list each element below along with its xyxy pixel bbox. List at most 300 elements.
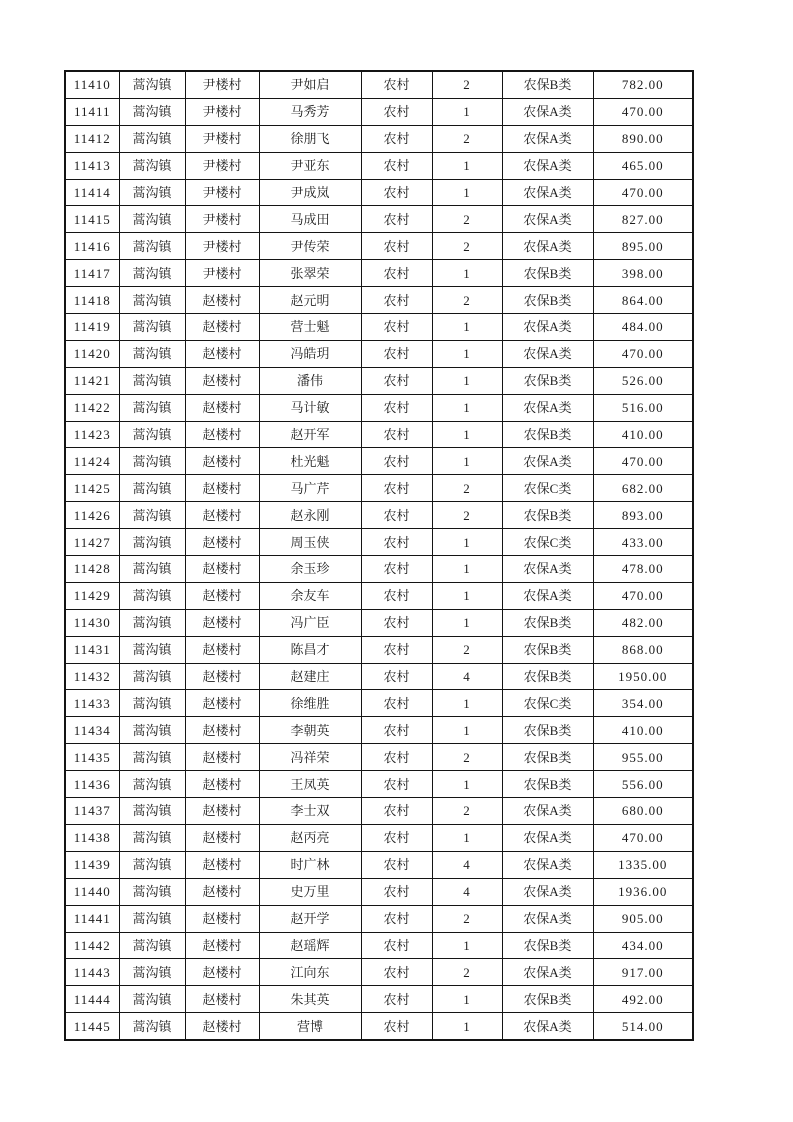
cell-residence-type: 农村 <box>361 663 432 690</box>
cell-person-count: 4 <box>432 878 502 905</box>
cell-village: 尹楼村 <box>185 71 259 98</box>
cell-person-name: 赵建庄 <box>259 663 361 690</box>
cell-amount: 526.00 <box>593 367 693 394</box>
cell-person-count: 2 <box>432 636 502 663</box>
cell-row-id: 11430 <box>65 609 119 636</box>
cell-person-count: 1 <box>432 771 502 798</box>
cell-town: 蒿沟镇 <box>119 582 185 609</box>
cell-person-name: 李朝英 <box>259 717 361 744</box>
cell-person-name: 冯祥荣 <box>259 744 361 771</box>
cell-row-id: 11439 <box>65 851 119 878</box>
cell-person-count: 1 <box>432 1013 502 1040</box>
cell-person-name: 赵丙亮 <box>259 824 361 851</box>
cell-insurance-class: 农保B类 <box>502 502 593 529</box>
cell-residence-type: 农村 <box>361 529 432 556</box>
cell-village: 赵楼村 <box>185 905 259 932</box>
cell-person-count: 2 <box>432 959 502 986</box>
cell-amount: 905.00 <box>593 905 693 932</box>
cell-town: 蒿沟镇 <box>119 771 185 798</box>
cell-residence-type: 农村 <box>361 287 432 314</box>
table-row <box>65 502 693 529</box>
cell-amount: 354.00 <box>593 690 693 717</box>
cell-person-name: 营士魁 <box>259 314 361 341</box>
cell-amount: 556.00 <box>593 771 693 798</box>
cell-person-count: 1 <box>432 556 502 583</box>
cell-row-id: 11417 <box>65 260 119 287</box>
table-body <box>65 71 693 1040</box>
cell-residence-type: 农村 <box>361 986 432 1013</box>
cell-town: 蒿沟镇 <box>119 152 185 179</box>
cell-amount: 917.00 <box>593 959 693 986</box>
cell-insurance-class: 农保A类 <box>502 878 593 905</box>
cell-person-count: 1 <box>432 314 502 341</box>
cell-insurance-class: 农保C类 <box>502 690 593 717</box>
cell-person-name: 朱其英 <box>259 986 361 1013</box>
cell-residence-type: 农村 <box>361 367 432 394</box>
table-row <box>65 905 693 932</box>
cell-person-name: 史万里 <box>259 878 361 905</box>
cell-village: 尹楼村 <box>185 179 259 206</box>
cell-person-name: 江向东 <box>259 959 361 986</box>
cell-amount: 482.00 <box>593 609 693 636</box>
cell-amount: 470.00 <box>593 582 693 609</box>
cell-row-id: 11445 <box>65 1013 119 1040</box>
cell-amount: 868.00 <box>593 636 693 663</box>
cell-amount: 516.00 <box>593 394 693 421</box>
cell-residence-type: 农村 <box>361 98 432 125</box>
table-row <box>65 663 693 690</box>
cell-residence-type: 农村 <box>361 932 432 959</box>
cell-town: 蒿沟镇 <box>119 878 185 905</box>
cell-village: 赵楼村 <box>185 636 259 663</box>
cell-town: 蒿沟镇 <box>119 206 185 233</box>
cell-row-id: 11413 <box>65 152 119 179</box>
cell-insurance-class: 农保B类 <box>502 609 593 636</box>
cell-residence-type: 农村 <box>361 233 432 260</box>
table-row <box>65 851 693 878</box>
cell-village: 赵楼村 <box>185 394 259 421</box>
cell-residence-type: 农村 <box>361 609 432 636</box>
cell-town: 蒿沟镇 <box>119 71 185 98</box>
cell-amount: 434.00 <box>593 932 693 959</box>
cell-residence-type: 农村 <box>361 556 432 583</box>
cell-person-count: 1 <box>432 394 502 421</box>
cell-row-id: 11418 <box>65 287 119 314</box>
cell-residence-type: 农村 <box>361 71 432 98</box>
cell-person-count: 4 <box>432 851 502 878</box>
cell-insurance-class: 农保A类 <box>502 394 593 421</box>
cell-row-id: 11431 <box>65 636 119 663</box>
cell-residence-type: 农村 <box>361 878 432 905</box>
cell-village: 尹楼村 <box>185 98 259 125</box>
cell-person-count: 1 <box>432 448 502 475</box>
cell-insurance-class: 农保B类 <box>502 771 593 798</box>
cell-insurance-class: 农保B类 <box>502 287 593 314</box>
table-row <box>65 314 693 341</box>
cell-insurance-class: 农保A类 <box>502 340 593 367</box>
cell-insurance-class: 农保B类 <box>502 932 593 959</box>
cell-residence-type: 农村 <box>361 394 432 421</box>
table-row <box>65 932 693 959</box>
cell-insurance-class: 农保A类 <box>502 314 593 341</box>
cell-residence-type: 农村 <box>361 421 432 448</box>
cell-row-id: 11433 <box>65 690 119 717</box>
cell-insurance-class: 农保C类 <box>502 475 593 502</box>
cell-person-name: 尹如启 <box>259 71 361 98</box>
cell-residence-type: 农村 <box>361 314 432 341</box>
cell-village: 尹楼村 <box>185 233 259 260</box>
table-row <box>65 771 693 798</box>
cell-person-count: 2 <box>432 206 502 233</box>
cell-row-id: 11438 <box>65 824 119 851</box>
table-row <box>65 475 693 502</box>
insurance-roster-table <box>64 70 694 1041</box>
cell-row-id: 11422 <box>65 394 119 421</box>
cell-residence-type: 农村 <box>361 260 432 287</box>
cell-amount: 470.00 <box>593 824 693 851</box>
cell-insurance-class: 农保B类 <box>502 260 593 287</box>
cell-amount: 470.00 <box>593 448 693 475</box>
cell-row-id: 11411 <box>65 98 119 125</box>
cell-village: 赵楼村 <box>185 502 259 529</box>
cell-amount: 433.00 <box>593 529 693 556</box>
cell-row-id: 11444 <box>65 986 119 1013</box>
cell-town: 蒿沟镇 <box>119 260 185 287</box>
cell-person-count: 1 <box>432 582 502 609</box>
cell-row-id: 11440 <box>65 878 119 905</box>
table-row <box>65 529 693 556</box>
table-row <box>65 179 693 206</box>
cell-amount: 492.00 <box>593 986 693 1013</box>
cell-residence-type: 农村 <box>361 717 432 744</box>
cell-insurance-class: 农保B类 <box>502 71 593 98</box>
cell-insurance-class: 农保B类 <box>502 744 593 771</box>
cell-town: 蒿沟镇 <box>119 851 185 878</box>
cell-person-name: 王凤英 <box>259 771 361 798</box>
cell-town: 蒿沟镇 <box>119 529 185 556</box>
cell-village: 赵楼村 <box>185 314 259 341</box>
table-row <box>65 1013 693 1040</box>
cell-town: 蒿沟镇 <box>119 663 185 690</box>
table-row <box>65 206 693 233</box>
cell-person-name: 时广林 <box>259 851 361 878</box>
cell-row-id: 11421 <box>65 367 119 394</box>
table-row <box>65 152 693 179</box>
cell-insurance-class: 农保A类 <box>502 851 593 878</box>
cell-person-count: 1 <box>432 717 502 744</box>
cell-insurance-class: 农保C类 <box>502 529 593 556</box>
cell-town: 蒿沟镇 <box>119 1013 185 1040</box>
cell-row-id: 11425 <box>65 475 119 502</box>
cell-amount: 514.00 <box>593 1013 693 1040</box>
cell-insurance-class: 农保A类 <box>502 98 593 125</box>
cell-row-id: 11420 <box>65 340 119 367</box>
cell-person-name: 马广芹 <box>259 475 361 502</box>
cell-village: 尹楼村 <box>185 152 259 179</box>
cell-insurance-class: 农保A类 <box>502 179 593 206</box>
cell-person-count: 2 <box>432 125 502 152</box>
cell-village: 赵楼村 <box>185 798 259 825</box>
table-row <box>65 986 693 1013</box>
cell-row-id: 11426 <box>65 502 119 529</box>
cell-row-id: 11424 <box>65 448 119 475</box>
cell-person-name: 潘伟 <box>259 367 361 394</box>
table-row <box>65 448 693 475</box>
cell-row-id: 11414 <box>65 179 119 206</box>
cell-person-name: 李士双 <box>259 798 361 825</box>
cell-amount: 484.00 <box>593 314 693 341</box>
table-row <box>65 636 693 663</box>
cell-residence-type: 农村 <box>361 502 432 529</box>
cell-amount: 478.00 <box>593 556 693 583</box>
cell-person-count: 2 <box>432 287 502 314</box>
cell-residence-type: 农村 <box>361 744 432 771</box>
cell-residence-type: 农村 <box>361 771 432 798</box>
cell-insurance-class: 农保B类 <box>502 636 593 663</box>
cell-amount: 470.00 <box>593 340 693 367</box>
cell-person-name: 徐朋飞 <box>259 125 361 152</box>
cell-person-name: 余友车 <box>259 582 361 609</box>
cell-person-name: 马成田 <box>259 206 361 233</box>
cell-village: 赵楼村 <box>185 824 259 851</box>
cell-amount: 895.00 <box>593 233 693 260</box>
cell-amount: 1335.00 <box>593 851 693 878</box>
table-row <box>65 878 693 905</box>
cell-person-count: 1 <box>432 340 502 367</box>
cell-row-id: 11427 <box>65 529 119 556</box>
cell-residence-type: 农村 <box>361 475 432 502</box>
table-row <box>65 367 693 394</box>
cell-residence-type: 农村 <box>361 905 432 932</box>
cell-village: 赵楼村 <box>185 1013 259 1040</box>
cell-village: 赵楼村 <box>185 529 259 556</box>
cell-person-count: 2 <box>432 905 502 932</box>
cell-residence-type: 农村 <box>361 1013 432 1040</box>
cell-row-id: 11434 <box>65 717 119 744</box>
cell-village: 尹楼村 <box>185 206 259 233</box>
table-row <box>65 824 693 851</box>
cell-person-count: 4 <box>432 663 502 690</box>
cell-town: 蒿沟镇 <box>119 959 185 986</box>
cell-town: 蒿沟镇 <box>119 690 185 717</box>
table-row <box>65 744 693 771</box>
table-row <box>65 798 693 825</box>
cell-person-name: 赵开学 <box>259 905 361 932</box>
cell-person-count: 1 <box>432 986 502 1013</box>
cell-amount: 682.00 <box>593 475 693 502</box>
cell-town: 蒿沟镇 <box>119 475 185 502</box>
cell-town: 蒿沟镇 <box>119 394 185 421</box>
cell-residence-type: 农村 <box>361 152 432 179</box>
table-row <box>65 609 693 636</box>
cell-person-count: 1 <box>432 690 502 717</box>
cell-person-name: 马秀芳 <box>259 98 361 125</box>
cell-town: 蒿沟镇 <box>119 717 185 744</box>
cell-amount: 955.00 <box>593 744 693 771</box>
cell-residence-type: 农村 <box>361 798 432 825</box>
cell-village: 赵楼村 <box>185 421 259 448</box>
cell-town: 蒿沟镇 <box>119 932 185 959</box>
cell-person-count: 2 <box>432 744 502 771</box>
cell-insurance-class: 农保B类 <box>502 717 593 744</box>
cell-person-name: 赵元明 <box>259 287 361 314</box>
cell-town: 蒿沟镇 <box>119 824 185 851</box>
cell-insurance-class: 农保A类 <box>502 905 593 932</box>
cell-town: 蒿沟镇 <box>119 905 185 932</box>
cell-village: 尹楼村 <box>185 125 259 152</box>
cell-row-id: 11416 <box>65 233 119 260</box>
table-row <box>65 421 693 448</box>
cell-village: 赵楼村 <box>185 744 259 771</box>
cell-person-name: 陈昌才 <box>259 636 361 663</box>
cell-village: 赵楼村 <box>185 851 259 878</box>
cell-town: 蒿沟镇 <box>119 609 185 636</box>
cell-town: 蒿沟镇 <box>119 986 185 1013</box>
cell-person-name: 张翠荣 <box>259 260 361 287</box>
cell-amount: 890.00 <box>593 125 693 152</box>
cell-residence-type: 农村 <box>361 206 432 233</box>
cell-person-count: 1 <box>432 367 502 394</box>
cell-village: 赵楼村 <box>185 932 259 959</box>
cell-village: 赵楼村 <box>185 609 259 636</box>
cell-town: 蒿沟镇 <box>119 233 185 260</box>
cell-row-id: 11419 <box>65 314 119 341</box>
cell-insurance-class: 农保B类 <box>502 663 593 690</box>
cell-insurance-class: 农保B类 <box>502 986 593 1013</box>
cell-town: 蒿沟镇 <box>119 636 185 663</box>
cell-row-id: 11442 <box>65 932 119 959</box>
cell-row-id: 11415 <box>65 206 119 233</box>
cell-insurance-class: 农保B类 <box>502 421 593 448</box>
cell-village: 赵楼村 <box>185 340 259 367</box>
cell-amount: 782.00 <box>593 71 693 98</box>
cell-amount: 465.00 <box>593 152 693 179</box>
cell-residence-type: 农村 <box>361 636 432 663</box>
cell-person-count: 2 <box>432 233 502 260</box>
cell-town: 蒿沟镇 <box>119 98 185 125</box>
cell-row-id: 11410 <box>65 71 119 98</box>
table-row <box>65 959 693 986</box>
cell-amount: 680.00 <box>593 798 693 825</box>
cell-amount: 410.00 <box>593 421 693 448</box>
cell-residence-type: 农村 <box>361 448 432 475</box>
cell-person-count: 1 <box>432 824 502 851</box>
cell-amount: 470.00 <box>593 179 693 206</box>
cell-village: 尹楼村 <box>185 260 259 287</box>
cell-amount: 864.00 <box>593 287 693 314</box>
cell-amount: 1936.00 <box>593 878 693 905</box>
cell-amount: 410.00 <box>593 717 693 744</box>
cell-residence-type: 农村 <box>361 582 432 609</box>
cell-town: 蒿沟镇 <box>119 367 185 394</box>
cell-row-id: 11435 <box>65 744 119 771</box>
cell-person-name: 冯皓玥 <box>259 340 361 367</box>
cell-person-count: 2 <box>432 502 502 529</box>
cell-person-count: 1 <box>432 421 502 448</box>
cell-town: 蒿沟镇 <box>119 125 185 152</box>
cell-village: 赵楼村 <box>185 690 259 717</box>
cell-amount: 1950.00 <box>593 663 693 690</box>
cell-person-count: 1 <box>432 260 502 287</box>
cell-town: 蒿沟镇 <box>119 314 185 341</box>
cell-residence-type: 农村 <box>361 179 432 206</box>
cell-person-name: 马计敏 <box>259 394 361 421</box>
cell-person-name: 冯广臣 <box>259 609 361 636</box>
cell-row-id: 11429 <box>65 582 119 609</box>
cell-row-id: 11443 <box>65 959 119 986</box>
cell-person-count: 2 <box>432 475 502 502</box>
cell-village: 赵楼村 <box>185 556 259 583</box>
table-row <box>65 125 693 152</box>
cell-insurance-class: 农保A类 <box>502 824 593 851</box>
cell-residence-type: 农村 <box>361 690 432 717</box>
cell-town: 蒿沟镇 <box>119 448 185 475</box>
cell-row-id: 11437 <box>65 798 119 825</box>
cell-person-name: 徐维胜 <box>259 690 361 717</box>
cell-town: 蒿沟镇 <box>119 556 185 583</box>
cell-person-name: 周玉侠 <box>259 529 361 556</box>
cell-village: 赵楼村 <box>185 771 259 798</box>
cell-insurance-class: 农保A类 <box>502 125 593 152</box>
cell-village: 赵楼村 <box>185 582 259 609</box>
cell-town: 蒿沟镇 <box>119 744 185 771</box>
cell-person-name: 杜光魁 <box>259 448 361 475</box>
cell-town: 蒿沟镇 <box>119 287 185 314</box>
cell-row-id: 11436 <box>65 771 119 798</box>
cell-town: 蒿沟镇 <box>119 502 185 529</box>
table-row <box>65 287 693 314</box>
cell-amount: 398.00 <box>593 260 693 287</box>
table-row <box>65 394 693 421</box>
cell-insurance-class: 农保A类 <box>502 152 593 179</box>
cell-residence-type: 农村 <box>361 959 432 986</box>
cell-person-count: 1 <box>432 529 502 556</box>
cell-person-name: 尹传荣 <box>259 233 361 260</box>
cell-row-id: 11432 <box>65 663 119 690</box>
cell-insurance-class: 农保A类 <box>502 448 593 475</box>
cell-village: 赵楼村 <box>185 959 259 986</box>
cell-row-id: 11412 <box>65 125 119 152</box>
cell-residence-type: 农村 <box>361 125 432 152</box>
cell-amount: 470.00 <box>593 98 693 125</box>
cell-person-name: 营博 <box>259 1013 361 1040</box>
table-row <box>65 717 693 744</box>
cell-village: 赵楼村 <box>185 448 259 475</box>
cell-insurance-class: 农保A类 <box>502 582 593 609</box>
cell-village: 赵楼村 <box>185 717 259 744</box>
cell-person-count: 1 <box>432 179 502 206</box>
table-row <box>65 582 693 609</box>
cell-person-name: 尹亚东 <box>259 152 361 179</box>
cell-insurance-class: 农保A类 <box>502 206 593 233</box>
cell-residence-type: 农村 <box>361 824 432 851</box>
cell-person-name: 赵永刚 <box>259 502 361 529</box>
cell-town: 蒿沟镇 <box>119 340 185 367</box>
cell-row-id: 11428 <box>65 556 119 583</box>
cell-village: 赵楼村 <box>185 475 259 502</box>
cell-town: 蒿沟镇 <box>119 798 185 825</box>
cell-insurance-class: 农保A类 <box>502 1013 593 1040</box>
table-row <box>65 71 693 98</box>
cell-person-count: 2 <box>432 71 502 98</box>
cell-village: 赵楼村 <box>185 287 259 314</box>
cell-village: 赵楼村 <box>185 878 259 905</box>
cell-residence-type: 农村 <box>361 340 432 367</box>
cell-person-count: 1 <box>432 932 502 959</box>
table-row <box>65 340 693 367</box>
cell-person-count: 1 <box>432 152 502 179</box>
table-row <box>65 260 693 287</box>
